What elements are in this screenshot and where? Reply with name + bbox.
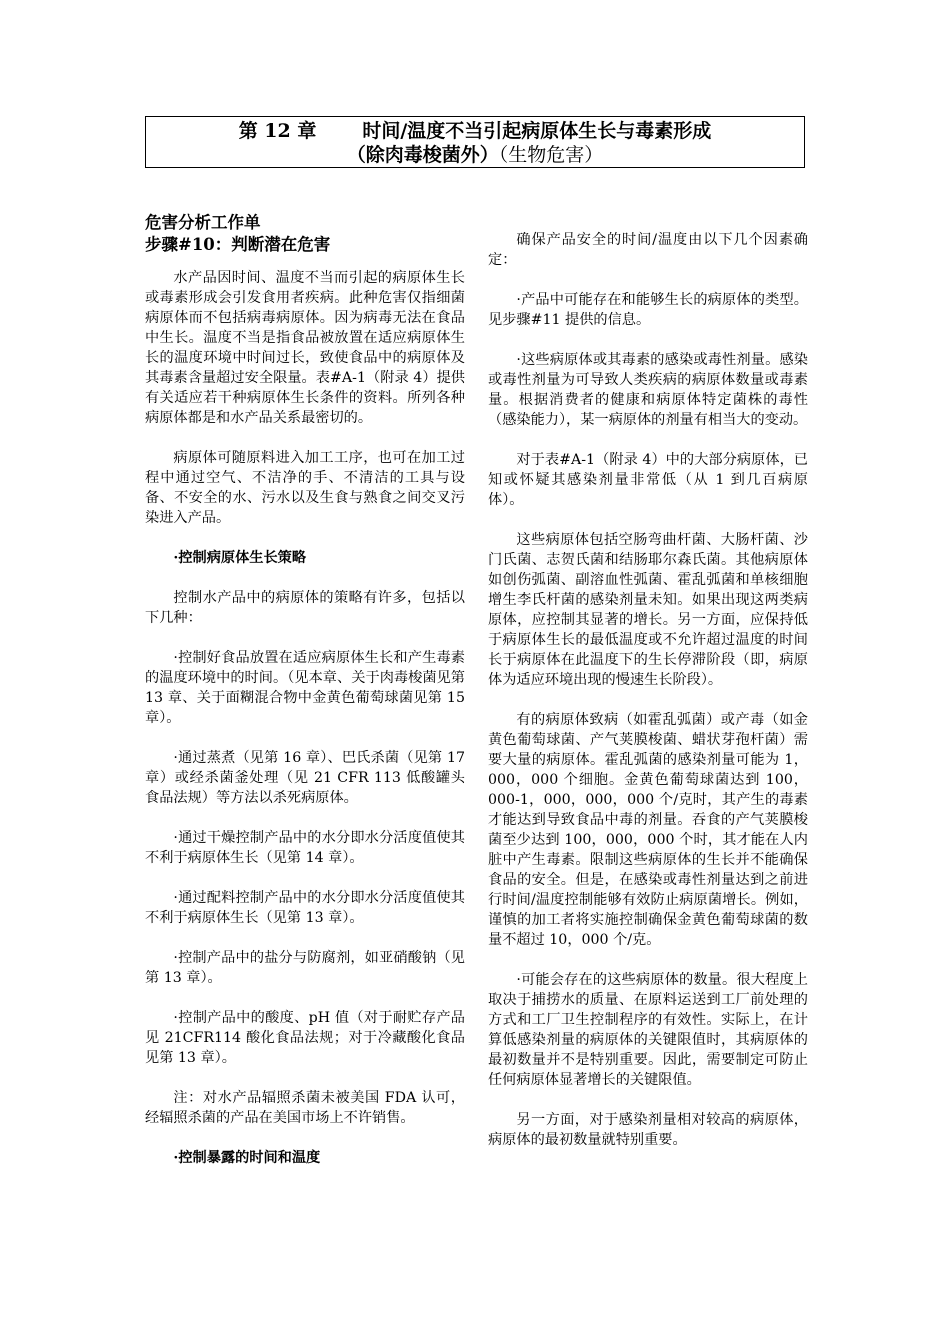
paragraph: 病原体可随原料进入加工工序，也可在加工过程中通过空气、不洁净的手、不清洁的工具与设备、不安全的水、污水以及生食与熟食之间交叉污染进入产品。 [145,450,465,526]
paragraph: 有的病原体致病（如霍乱弧菌）或产毒（如金黄色葡萄球菌、产气荚膜梭菌、蜡状芽孢杆菌）需要大量的病原体。霍乱弧菌的感染剂量可能为 1，000，000 个细胞。金黄色葡萄球菌达到 100， 000-1，000，000，000 个/克时，其产生的毒素才能达到导致食品中毒的剂量。吞食的产气荚膜梭菌至少达到 100，000，000 个时，其才能在人内脏中产生毒素。限制这些病原体的生长并不能确保食品的安全。但是，在感染或毒性剂量达到之前进行时间/温度控制能够有效防止病原菌增长。例如，谨慎的加工者将实施控制确保金黄色葡萄球菌的数量不超过 10，000 个/克。 [488,712,808,948]
bullet-paragraph: ·通过蒸煮（见第 16 章）、巴氏杀菌（见第 17 章）或经杀菌釜处理（见 21 CFR 113 低酸罐头食品法规）等方法以杀死病原体。 [145,750,465,806]
chapter-main-title: 时间/温度不当引起病原体生长与毒素形成 [362,120,712,142]
bullet-paragraph: ·控制好食品放置在适应病原体生长和产生毒素的温度环境中的时间。（见本章、关于肉毒梭菌见第 13 章、关于面糊混合物中金黄色葡萄球菌见第 15 章）。 [145,650,465,726]
chapter-title-line1 [146,119,804,143]
paragraph: 确保产品安全的时间/温度由以下几个因素确定： [488,232,808,268]
chapter-subtitle-bold: （除肉毒梭菌外） [346,144,499,166]
bullet-paragraph: ·通过干燥控制产品中的水分即水分活度值使其不利于病原体生长（见第 14 章）。 [145,830,465,866]
bullet-paragraph: ·控制产品中的盐分与防腐剂，如亚硝酸钠（见第 13 章）。 [145,950,465,986]
note-paragraph: 注：对水产品辐照杀菌未被美国 FDA 认可，经辐照杀菌的产品在美国市场上不许销售。 [145,1090,465,1126]
bullet-paragraph: ·产品中可能存在和能够生长的病原体的类型。见步骤#11 提供的信息。 [488,292,808,328]
paragraph: 另一方面，对于感染剂量相对较高的病原体，病原体的最初数量就特别重要。 [488,1112,808,1148]
left-column [145,212,465,1188]
paragraph: 这些病原体包括空肠弯曲杆菌、大肠杆菌、沙门氏菌、志贺氏菌和结肠耶尔森氏菌。其他病原体如创伤弧菌、副溶血性弧菌、霍乱弧菌和单核细胞增生李氏杆菌的感染剂量未知。如果出现这两类病原体，应控制其显著的增长。另一方面，应保持低于病原体生长的最低温度或不允许超过温度的时间长于病原体在此温度下的生长停滞阶段（即，病原体为适应环境出现的慢速生长阶段）。 [488,532,808,688]
chapter-title-line2 [146,143,804,167]
subheading: ·控制暴露的时间和温度 [173,1150,321,1166]
paragraph: 水产品因时间、温度不当而引起的病原体生长或毒素形成会引发食用者疾病。此种危害仅指细菌病原体而不包括病毒病原体。因为病毒无法在食品中生长。温度不当是指食品被放置在适应病原体生长的温度环境中时间过长，致使食品中的病原体及其毒素含量超过安全限量。表#A-1（附录 4）提供有关适应若干种病原体生长条件的资料。所列各种病原体都是和水产品关系最密切的。 [145,270,465,426]
bullet-paragraph: ·控制产品中的酸度、pH 值（对于耐贮存产品 见 21CFR114 酸化食品法规；对于冷藏酸化食品 见第 13 章）。 [145,1010,465,1066]
right-column [488,230,808,1170]
bullet-paragraph: ·这些病原体或其毒素的感染或毒性剂量。感染或毒性剂量为可导致人类疾病的病原体数量或毒素量。根据消费者的健康和病原体特定菌株的毒性（感染能力），某一病原体的剂量有相当大的变动。 [488,352,808,428]
step-heading: 步骤#10：判断潜在危害 [145,235,331,254]
bullet-paragraph: ·可能会存在的这些病原体的数量。很大程度上取决于捕捞水的质量、在原料运送到工厂前处理的方式和工厂卫生控制程序的有效性。实际上，在计算低感染剂量的病原体的关键限值时，其病原体的最初数量并不是特别重要。因此，需要制定可防止任何病原体显著增长的关键限值。 [488,972,808,1088]
subheading: ·控制病原体生长策略 [173,550,307,566]
chapter-title-box [145,116,805,168]
paragraph: 控制水产品中的病原体的策略有许多，包括以下几种： [145,590,465,626]
chapter-subtitle-normal: （生物危害） [498,144,604,166]
paragraph: 对于表#A-1（附录 4）中的大部分病原体，已知或怀疑其感染剂量非常低（从 1 到几百病原体）。 [488,452,808,508]
chapter-number: 第 12 章 [238,120,317,142]
section-heading: 危害分析工作单 [145,213,261,232]
bullet-paragraph: ·通过配料控制产品中的水分即水分活度值使其不利于病原体生长（见第 13 章）。 [145,890,465,926]
